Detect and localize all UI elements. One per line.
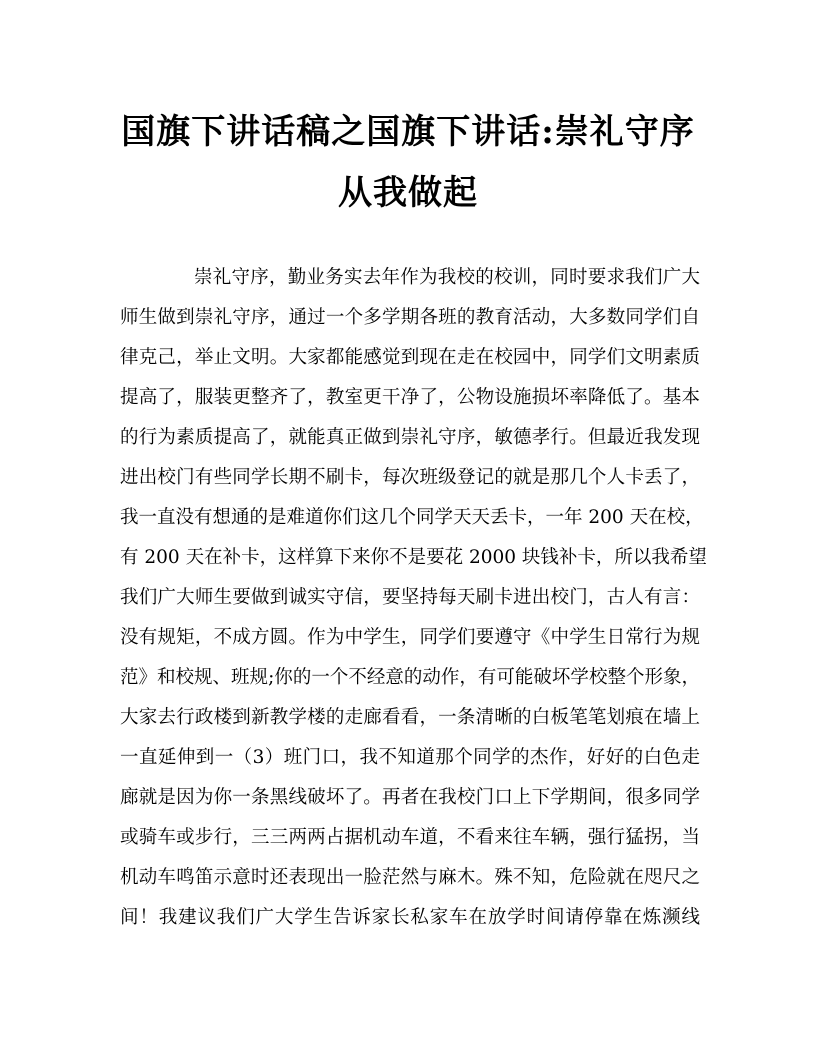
body-line: 间！我建议我们广大学生告诉家长私家车在放学时间请停靠在炼濒线 [120,907,700,928]
document-title-line-2: 从我做起 [338,173,478,213]
body-line: 进出校门有些同学长期不刷卡，每次班级登记的就是那几个人卡丢了， [120,467,700,488]
body-line: 我们广大师生要做到诚实守信，要坚持每天刷卡进出校门，古人有言： [120,587,700,608]
body-line: 崇礼守序，勤业务实去年作为我校的校训，同时要求我们广大 [194,267,700,288]
document-body [120,264,707,944]
body-line: 有 200 天在补卡，这样算下来你不是要花 2000 块钱补卡，所以我希望 [120,547,707,568]
body-line: 律克己，举止文明。大家都能感觉到现在走在校园中，同学们文明素质 [120,347,700,368]
body-line: 廊就是因为你一条黑线破坏了。再者在我校门口上下学期间，很多同学 [120,787,700,808]
body-line: 一直延伸到一（3）班门口，我不知道那个同学的杰作，好好的白色走 [120,747,700,768]
body-line: 我一直没有想通的是难道你们这几个同学天天丢卡，一年 200 天在校， [120,507,704,528]
document-title-line-1: 国旗下讲话稿之国旗下讲话:崇礼守序 [121,112,695,152]
body-line: 或骑车或步行，三三两两占据机动车道，不看来往车辆，强行猛拐，当 [120,827,700,848]
body-line: 大家去行政楼到新教学楼的走廊看看，一条清晰的白板笔笔划痕在墙上 [120,707,700,728]
body-line: 师生做到崇礼守序，通过一个多学期各班的教育活动，大多数同学们自 [120,307,700,328]
body-line: 范》和校规、班规;你的一个不经意的动作，有可能破坏学校整个形象， [120,667,700,688]
body-line: 机动车鸣笛示意时还表现出一脸茫然与麻木。殊不知，危险就在咫尺之 [120,867,700,888]
body-line: 提高了，服装更整齐了，教室更干净了，公物设施损坏率降低了。基本 [120,387,700,408]
body-line: 没有规矩，不成方圆。作为中学生，同学们要遵守《中学生日常行为规 [120,627,700,648]
body-line: 的行为素质提高了，就能真正做到崇礼守序，敏德孝行。但最近我发现 [120,427,700,448]
